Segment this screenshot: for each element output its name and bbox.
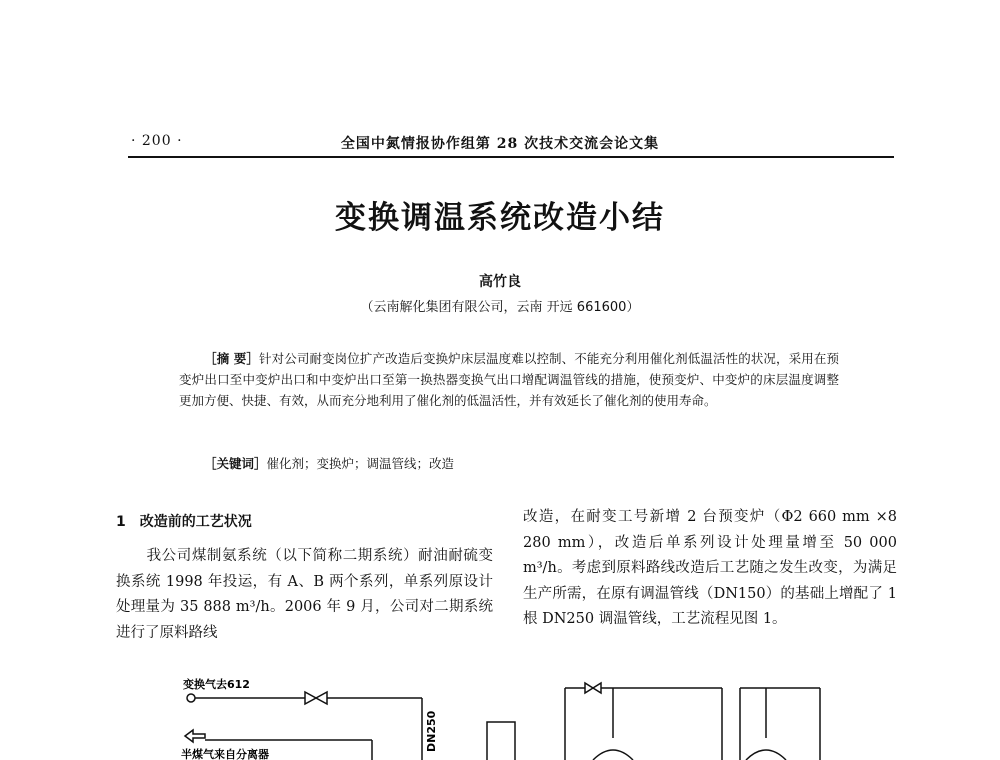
- abstract-label: ［摘 要］: [204, 351, 260, 366]
- affiliation: （云南解化集团有限公司，云南 开远 661600）: [360, 300, 640, 315]
- label-pipe-dn250: DN250: [425, 710, 438, 752]
- body-column-right: [523, 505, 897, 633]
- page-number: · 200 ·: [131, 133, 183, 149]
- keywords-text: 催化剂；变换炉；调温管线；改造: [266, 456, 455, 471]
- converter-dome-2: [746, 750, 786, 760]
- label-gas-in: 半煤气来自分离器: [181, 748, 269, 760]
- converter-dome-1: [593, 750, 633, 760]
- gas-outlet-symbol: [187, 694, 195, 702]
- section-title: 改造前的工艺状况: [139, 514, 252, 530]
- paper-title: 变换调温系统改造小结: [335, 200, 665, 236]
- process-flow-figure: [0, 660, 1000, 760]
- valve-icon-right: [585, 683, 601, 693]
- running-title: 全国中氮情报协作组第 28 次技术交流会论文集: [340, 136, 660, 152]
- keywords-label: ［关键词］: [204, 456, 267, 471]
- author: 高竹良: [479, 274, 521, 290]
- valve-icon: [305, 692, 327, 704]
- abstract-text: 针对公司耐变岗位扩产改造后变换炉床层温度难以控制、不能充分利用催化剂低温活性的状况，采用在预变炉出口至中变炉出口和中变炉出口至第一换热器变换气出口增配调温管线的措施，使预变炉、中变炉的床层温度调整更加方便、快捷、有效，从而充分地利用了催化剂的低温活性，并有效延长了催化剂的使用寿命。: [179, 351, 839, 408]
- label-gas-out: 变换气去612: [183, 678, 250, 691]
- inlet-arrow-icon: [185, 730, 205, 742]
- section-heading: [116, 511, 252, 531]
- body-column-left: [116, 544, 493, 646]
- body-text-right: 改造，在耐变工号新增 2 台预变炉（Φ2 660 mm ×8 280 mm），改造后单系列设计处理量增至 50 000 m³/h。考虑到原料路线改造后工艺随之发生改变，为满足生产所需，在原有调温管线（DN150）的基础上增配了 1 根 DN250 调温管线，工艺流程见图 1。: [523, 509, 897, 627]
- header-rule: [128, 156, 894, 158]
- abstract: [179, 348, 839, 411]
- section-number: 1: [116, 514, 126, 530]
- vessel-outline: [487, 722, 515, 760]
- keywords: [204, 454, 454, 472]
- body-text-left: 我公司煤制氨系统（以下简称二期系统）耐油耐硫变换系统 1998 年投运，有 A、B 两个系列，单系列原设计处理量为 35 888 m³/h。2006 年 9 月，公司对二期系统进行了原料路线: [116, 548, 493, 641]
